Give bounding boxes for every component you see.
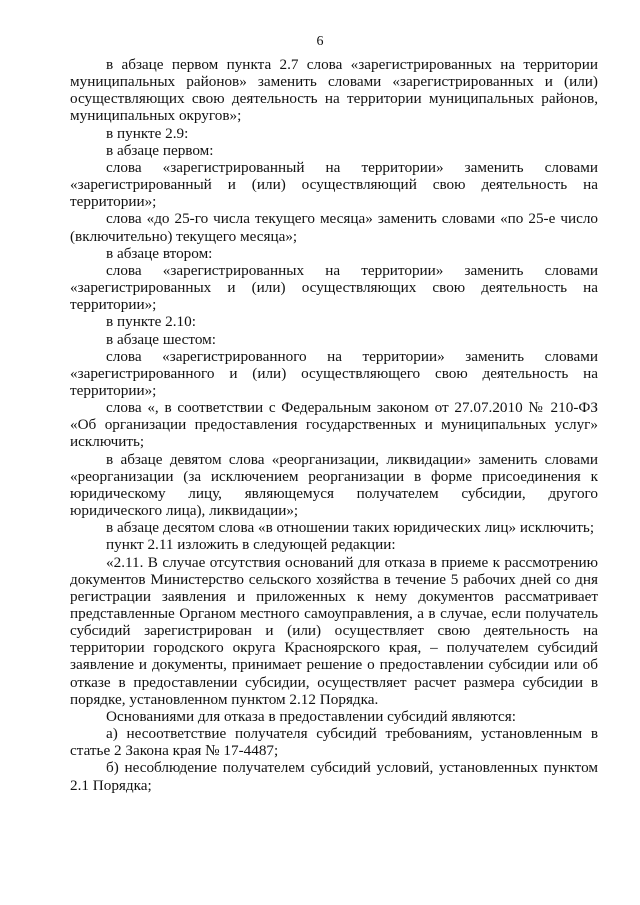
- paragraph: а) несоответствие получателя субсидий требованиям, установленным в статье 2 Закона края № 17-4487;: [70, 725, 598, 760]
- paragraph: слова «зарегистрированный на территории» заменить словами «зарегистрированный и (или) осуществляющий свою деятельность на территории»;: [70, 158, 598, 211]
- paragraph: в пункте 2.9:: [106, 124, 189, 142]
- paragraph: Основаниями для отказа в предоставлении субсидий являются:: [106, 707, 516, 725]
- paragraph: в абзаце втором:: [106, 244, 213, 262]
- paragraph: в абзаце первом пункта 2.7 слова «зарегистрированных на территории муниципальных районов» заменить словами «зарегистрированных и (или) осуществляющих свою деятельность на территории муниципальных районов, муниципальных округов»;: [70, 56, 598, 125]
- paragraph: б) несоблюдение получателем субсидий условий, установленных пунктом 2.1 Порядка;: [70, 759, 598, 794]
- paragraph: в пункте 2.10:: [106, 313, 196, 331]
- paragraph: слова «, в соответствии с Федеральным законом от 27.07.2010 № 210-ФЗ «Об организации предоставления государственных и муниципальных услуг» исключить;: [70, 399, 598, 451]
- paragraph: слова «до 25-го числа текущего месяца» заменить словами «по 25-е число (включительно) текущего месяца»;: [70, 210, 598, 245]
- paragraph: в абзаце десятом слова «в отношении таких юридических лиц» исключить;: [106, 519, 595, 537]
- page-number: 6: [316, 34, 324, 49]
- paragraph: слова «зарегистрированных на территории» заменить словами «зарегистрированных и (или) осуществляющих свою деятельность на территории»;: [70, 261, 598, 314]
- paragraph: в абзаце девятом слова «реорганизации, ликвидации» заменить словами «реорганизации (за исключением реорганизации в форме присоединения к юридическому лицу, являющемуся получателем субсидии, другого юридического лица), ликвидации»;: [70, 450, 598, 520]
- paragraph: слова «зарегистрированного на территории» заменить словами «зарегистрированного и (или) осуществляющего свою деятельность на территории»;: [70, 347, 598, 399]
- document-body: [70, 56, 598, 794]
- paragraph: в абзаце первом:: [106, 141, 214, 159]
- paragraph: «2.11. В случае отсутствия оснований для отказа в приеме к рассмотрению документов Министерство сельского хозяйства в течение 5 рабочих дней со дня регистрации заявления и приложенных к нему документов рассматривает представленные Органом местного самоуправления, а в случае, если получатель субсидий зарегистрирован и (или) осуществляет свою деятельность на территории городского округа Красноярского края, – получателем субсидий заявление и документы, принимает решение о предоставлении субсидии или об отказе в предоставлении субсидии, осуществляет расчет размера субсидии в порядке, установленном пунктом 2.12 Порядка.: [70, 553, 598, 708]
- paragraph: в абзаце шестом:: [106, 330, 216, 348]
- paragraph: пункт 2.11 изложить в следующей редакции:: [106, 536, 396, 554]
